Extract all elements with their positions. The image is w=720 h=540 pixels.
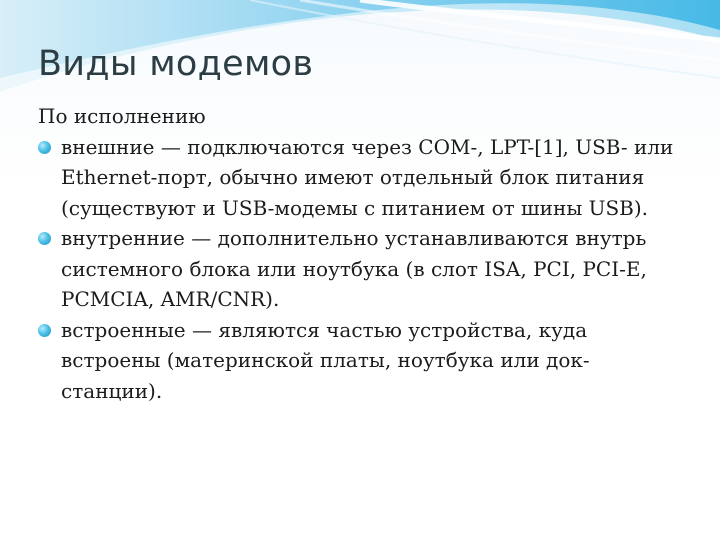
list-item-text: внешние — подключаются через COM-, LPT-[1], USB- или Ethernet-порт, обычно имеют отдельный блок питания (существуют и USB-модемы с питанием от шины USB). xyxy=(61,134,674,220)
bullet-circle-icon xyxy=(38,324,51,337)
bullet-list xyxy=(38,132,688,407)
slide-content xyxy=(38,101,688,406)
bullet-circle-icon xyxy=(38,232,51,245)
list-item xyxy=(38,223,688,315)
list-item-text: внутренние — дополнительно устанавливаются внутрь системного блока или ноутбука (в слот ISA, PCI, PCI-E, PCMCIA, AMR/CNR). xyxy=(61,226,647,311)
subheading: По исполнению xyxy=(38,104,206,128)
list-item xyxy=(38,132,688,224)
slide-title: Виды модемов xyxy=(38,44,314,84)
bullet-circle-icon xyxy=(38,141,51,154)
list-item xyxy=(38,315,688,407)
list-item-text: встроенные — являются частью устройства, куда встроены (материнской платы, ноутбука или док-станции). xyxy=(61,317,590,403)
